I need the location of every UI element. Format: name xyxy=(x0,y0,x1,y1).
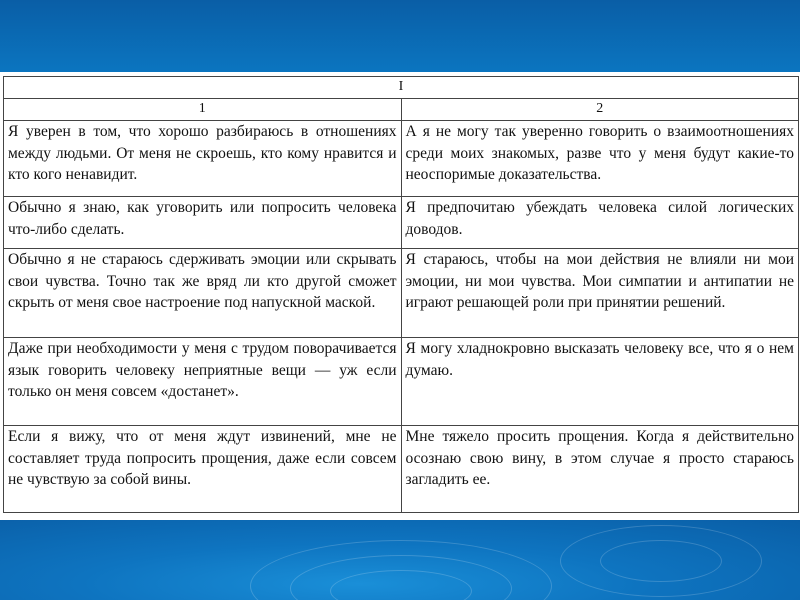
ripple-decoration xyxy=(600,540,722,582)
table-row xyxy=(4,197,799,249)
statement-right: Я стараюсь, чтобы на мои действия не влияли ни мои эмоции, ни мои чувства. Мои симпатии и антипатии не играют решающей роли при принятии решений. xyxy=(401,249,799,338)
statement-right: Я могу хладнокровно высказать человеку все, что я о нем думаю. xyxy=(401,338,799,426)
column-number-1: 1 xyxy=(4,99,402,121)
table-row xyxy=(4,121,799,197)
bottom-water-band xyxy=(0,520,800,600)
document-image xyxy=(0,72,800,520)
comparison-table xyxy=(3,76,799,513)
table-row xyxy=(4,249,799,338)
top-blue-band xyxy=(0,0,800,72)
statement-left: Обычно я не стараюсь сдерживать эмоции или скрывать свои чувства. Точно так же вряд ли кто другой сможет скрыть от меня свое настроение под напускной маской. xyxy=(4,249,402,338)
statement-left: Если я вижу, что от меня ждут извинений, мне не составляет труда попросить прощения, даже если совсем не чувствую за собой вины. xyxy=(4,426,402,513)
statement-left: Я уверен в том, что хорошо разбираюсь в отношениях между людьми. От меня не скроешь, кто кому нравится и кто кого ненавидит. xyxy=(4,121,402,197)
table-row xyxy=(4,338,799,426)
statement-right: Мне тяжело просить прощения. Когда я действительно осознаю свою вину, в этом случае я просто стараюсь загладить ее. xyxy=(401,426,799,513)
statement-left: Обычно я знаю, как уговорить или попросить человека что-либо сделать. xyxy=(4,197,402,249)
column-number-row xyxy=(4,99,799,121)
section-header-row xyxy=(4,77,799,99)
table-row xyxy=(4,426,799,513)
column-number-2: 2 xyxy=(401,99,799,121)
statement-right: А я не могу так уверенно говорить о взаимоотношениях среди моих знакомых, разве что у меня будут какие-то неоспоримые доказательства. xyxy=(401,121,799,197)
statement-right: Я предпочитаю убеждать человека силой логических доводов. xyxy=(401,197,799,249)
section-header: I xyxy=(4,77,799,99)
statement-left: Даже при необходимости у меня с трудом поворачивается язык говорить человеку неприятные вещи — уж если только он меня совсем «достанет». xyxy=(4,338,402,426)
